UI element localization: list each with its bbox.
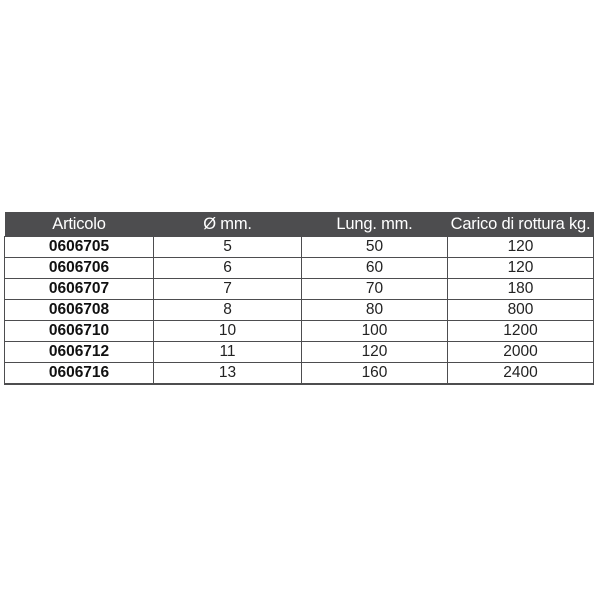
length-cell: 120 (302, 342, 448, 363)
spec-table (4, 212, 594, 385)
table-row (5, 258, 594, 279)
breaking-load-cell: 120 (448, 237, 594, 258)
length-cell: 60 (302, 258, 448, 279)
column-header-articolo: Articolo (5, 212, 154, 237)
article-code-cell: 0606705 (5, 237, 154, 258)
article-code-cell: 0606710 (5, 321, 154, 342)
breaking-load-cell: 120 (448, 258, 594, 279)
breaking-load-cell: 180 (448, 279, 594, 300)
table-row (5, 279, 594, 300)
diameter-cell: 7 (154, 279, 302, 300)
table-row (5, 363, 594, 385)
table-row (5, 342, 594, 363)
article-code-cell: 0606716 (5, 363, 154, 385)
article-code-cell: 0606707 (5, 279, 154, 300)
breaking-load-cell: 2000 (448, 342, 594, 363)
article-code-cell: 0606708 (5, 300, 154, 321)
header-row (5, 212, 594, 237)
length-cell: 100 (302, 321, 448, 342)
diameter-cell: 6 (154, 258, 302, 279)
breaking-load-cell: 1200 (448, 321, 594, 342)
length-cell: 80 (302, 300, 448, 321)
table-row (5, 321, 594, 342)
diameter-cell: 8 (154, 300, 302, 321)
length-cell: 70 (302, 279, 448, 300)
column-header-breaking-load: Carico di rottura kg. (448, 212, 594, 237)
column-header-length: Lung. mm. (302, 212, 448, 237)
table-row (5, 237, 594, 258)
diameter-cell: 11 (154, 342, 302, 363)
article-code-cell: 0606712 (5, 342, 154, 363)
diameter-cell: 13 (154, 363, 302, 385)
breaking-load-cell: 2400 (448, 363, 594, 385)
length-cell: 160 (302, 363, 448, 385)
article-code-cell: 0606706 (5, 258, 154, 279)
length-cell: 50 (302, 237, 448, 258)
breaking-load-cell: 800 (448, 300, 594, 321)
diameter-cell: 5 (154, 237, 302, 258)
column-header-diameter: Ø mm. (154, 212, 302, 237)
diameter-cell: 10 (154, 321, 302, 342)
table-row (5, 300, 594, 321)
table-header (5, 212, 594, 237)
table-body (5, 237, 594, 385)
